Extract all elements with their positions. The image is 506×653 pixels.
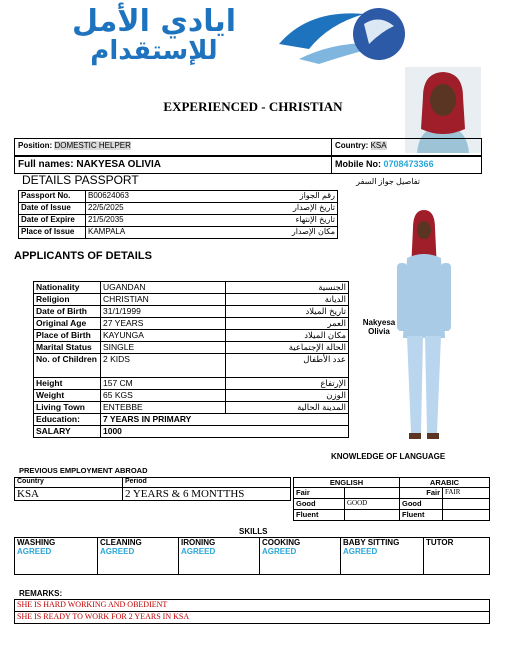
skill-cell [98,538,179,575]
remarks-table [14,599,490,624]
remarks-title: REMARKS: [19,589,63,598]
applicant-label: Nationality [34,282,101,294]
table-row [15,538,490,575]
salary-value: 1000 [101,426,349,438]
language-arabic-fluent [443,510,490,521]
table-row [34,402,349,414]
name-mobile-box [14,156,482,174]
applicant-value: 2 KIDS [101,354,226,378]
passport-section-title: DETAILS PASSPORT [22,173,139,187]
passport-label-ar: تاريخ الإصدار [240,203,338,215]
full-name-label: Full names: [18,159,74,170]
skill-name: TUTOR [426,538,454,547]
passport-label: Passport No. [19,191,86,203]
applicant-label: Date of Birth [34,306,101,318]
skill-name: WASHING [17,538,56,547]
table-row [34,306,349,318]
education-label: Education: [34,414,101,426]
table-row [294,488,490,499]
remark-line: SHE IS READY TO WORK FOR 2 YEARS IN KSA [15,612,490,624]
full-name-field [18,159,161,170]
employment-col-country: Country [15,478,123,488]
applicant-label-ar: الإرتفاع [226,378,349,390]
table-row [34,294,349,306]
applicant-label: Marital Status [34,342,101,354]
table-row [15,600,490,612]
applicant-label-ar: الجنسية [226,282,349,294]
language-arabic-value: FAIR [443,488,490,499]
skill-cell [179,538,260,575]
table-row [15,488,291,501]
employment-col-period: Period [123,478,291,488]
applicant-value: ENTEBBE [101,402,226,414]
employment-period: 2 YEARS & 6 MONTTHS [123,488,291,501]
applicant-value: SINGLE [101,342,226,354]
table-row [34,378,349,390]
passport-label: Date of Issue [19,203,86,215]
table-row [34,426,349,438]
passport-table [18,190,338,239]
applicant-value: 157 CM [101,378,226,390]
skill-name: IRONING [181,538,216,547]
table-row [34,414,349,426]
passport-value: 21/5/2035 [86,215,241,227]
applicant-value: KAYUNGA [101,330,226,342]
applicant-label: Place of Birth [34,330,101,342]
applicant-section-title: APPLICANTS OF DETAILS [14,250,152,262]
logo-arabic-line1: ايادي الأمل [71,4,237,39]
full-body-photo [393,208,455,444]
table-row [34,282,349,294]
applicant-label: Height [34,378,101,390]
applicant-label: Religion [34,294,101,306]
applicant-value: 31/1/1999 [101,306,226,318]
country-label: Country: [335,141,369,150]
applicant-label: Weight [34,390,101,402]
skill-status: AGREED [262,547,297,556]
table-row [34,354,349,378]
passport-value: 22/5/2025 [86,203,241,215]
passport-label: Place of Issue [19,227,86,239]
applicant-label: Original Age [34,318,101,330]
skill-name: CLEANING [100,538,142,547]
position-country-box [14,138,482,156]
skill-cell [260,538,341,575]
passport-value: B00624063 [86,191,241,203]
skills-section-title: SKILLS [239,527,268,536]
salary-label: SALARY [34,426,101,438]
skill-name: COOKING [262,538,301,547]
position-field [18,141,131,150]
skill-cell [341,538,424,575]
applicant-value: 27 YEARS [101,318,226,330]
applicant-value: UGANDAN [101,282,226,294]
language-table [293,477,490,521]
employment-country: KSA [15,488,123,501]
language-arabic-header: ARABIC [400,478,490,488]
language-level: Fluent [294,510,345,521]
photo-caption: Nakyesa Olivia [362,318,396,336]
header-logo [14,4,434,64]
language-english-fluent [345,510,400,521]
passport-section-title-ar: تفاصيل جواز السفر [356,177,420,186]
applicant-label-ar: مكان الميلاد [226,330,349,342]
language-level: Fluent [400,510,443,521]
language-english-value: GOOD [345,499,400,510]
applicant-label-ar: تاريخ الميلاد [226,306,349,318]
applicant-value: CHRISTIAN [101,294,226,306]
language-section-title: KNOWLEDGE OF LANGUAGE [331,452,446,461]
table-row [15,478,291,488]
passport-label: Date of Expire [19,215,86,227]
remark-line: SHE IS HARD WORKING AND OBEDIENT [15,600,490,612]
applicant-label: No. of Children [34,354,101,378]
applicant-table [33,281,349,438]
applicant-label-ar: الديانة [226,294,349,306]
table-row [19,191,338,203]
table-row [34,342,349,354]
table-row [34,318,349,330]
skill-cell [424,538,490,575]
position-value: DOMESTIC HELPER [54,141,131,150]
skill-cell [15,538,98,575]
position-label: Position: [18,141,53,150]
table-row [294,478,490,488]
passport-label-ar: تاريخ الإنتهاء [240,215,338,227]
mobile-value: 0708473366 [383,159,434,169]
education-value: 7 YEARS IN PRIMARY [101,414,349,426]
passport-label-ar: مكان الإصدار [240,227,338,239]
language-english-header: ENGLISH [294,478,400,488]
skill-status: AGREED [17,547,52,556]
table-row [294,510,490,521]
full-name-value: NAKYESA OLIVIA [76,159,161,170]
skill-status: AGREED [181,547,216,556]
language-level: Fair [294,488,345,499]
table-row [15,612,490,624]
applicant-label: Living Town [34,402,101,414]
country-field [335,141,387,150]
mobile-field [335,159,434,169]
applicant-label-ar: العمر [226,318,349,330]
page-title: EXPERIENCED - CHRISTIAN [163,99,343,114]
language-english-fair [345,488,400,499]
passport-label-ar: رقم الجواز [240,191,338,203]
applicant-label-ar: المدينة الحالية [226,402,349,414]
employment-section-title: PREVIOUS EMPLOYMENT ABROAD [19,466,148,475]
language-level: Good [294,499,345,510]
table-row [19,203,338,215]
logo-hand-icon [269,4,429,66]
employment-table [14,477,291,501]
table-row [34,330,349,342]
table-row [19,215,338,227]
applicant-value: 65 KGS [101,390,226,402]
applicant-label-ar: الوزن [226,390,349,402]
language-level: Fair [400,488,443,499]
logo-arabic-line2: للإستقدام [90,36,218,66]
skill-status: AGREED [100,547,135,556]
skill-name: BABY SITTING [343,538,400,547]
mobile-label: Mobile No: [335,159,381,169]
passport-value: KAMPALA [86,227,241,239]
table-row [19,227,338,239]
country-value: KSA [370,141,387,150]
applicant-label-ar: الحالة الإجتماعية [226,342,349,354]
skills-table [14,537,490,575]
skill-status: AGREED [343,547,378,556]
table-row [294,499,490,510]
language-arabic-good [443,499,490,510]
table-row [34,390,349,402]
language-level: Good [400,499,443,510]
applicant-label-ar: عدد الأطفال [226,354,349,378]
